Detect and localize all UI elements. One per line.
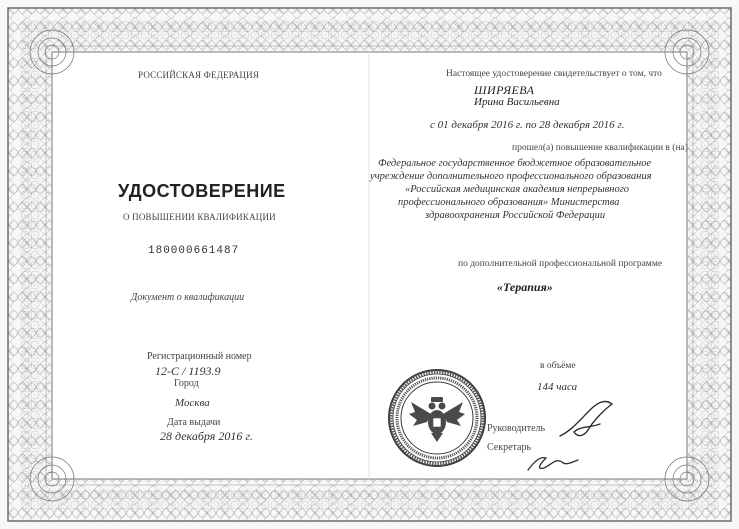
director-label: Руководитель [487, 423, 546, 434]
organization-line-1: Федеральное государственное бюджетное образовательное [378, 158, 652, 169]
organization-line-5: здравоохранения Российской Федерации [425, 210, 606, 221]
organization-line-2: учреждение дополнительного профессионального образования [370, 171, 652, 182]
organization-line-4: профессионального образования» Министерства [398, 197, 620, 208]
city-value: Москва [175, 397, 210, 409]
holder-name: Ирина Васильевна [474, 96, 560, 108]
document-title: УДОСТОВЕРЕНИЕ [118, 181, 286, 201]
training-period: с 01 декабря 2016 г. по 28 декабря 2016 г. [430, 119, 625, 131]
registration-label: Регистрационный номер [147, 351, 252, 362]
certifies-text: Настоящее удостоверение свидетельствует о том, что [446, 69, 662, 79]
document-type: Документ о квалификации [131, 292, 245, 303]
program-label: по дополнительной профессиональной программе [458, 259, 663, 269]
holder-surname: ШИРЯЕВА [474, 83, 535, 97]
volume-value: 144 часа [537, 381, 578, 393]
volume-label: в объёме [540, 361, 576, 371]
country-label: РОССИЙСКАЯ ФЕДЕРАЦИЯ [138, 70, 260, 80]
program-name: «Терапия» [497, 280, 553, 294]
organization-line-3: «Российская медицинская академия непрерывного [405, 184, 630, 195]
city-label: Город [174, 378, 199, 389]
secretary-label: Секретарь [487, 442, 532, 453]
passed-training-text: прошел(а) повышение квалификации в (на) [512, 143, 688, 153]
issue-date-value: 28 декабря 2016 г. [160, 429, 253, 443]
certificate-number: 180000661487 [148, 245, 240, 257]
registration-number: 12-С / 1193.9 [155, 364, 221, 378]
issue-date-label: Дата выдачи [167, 417, 221, 428]
document-subtitle: О ПОВЫШЕНИИ КВАЛИФИКАЦИИ [123, 212, 276, 222]
